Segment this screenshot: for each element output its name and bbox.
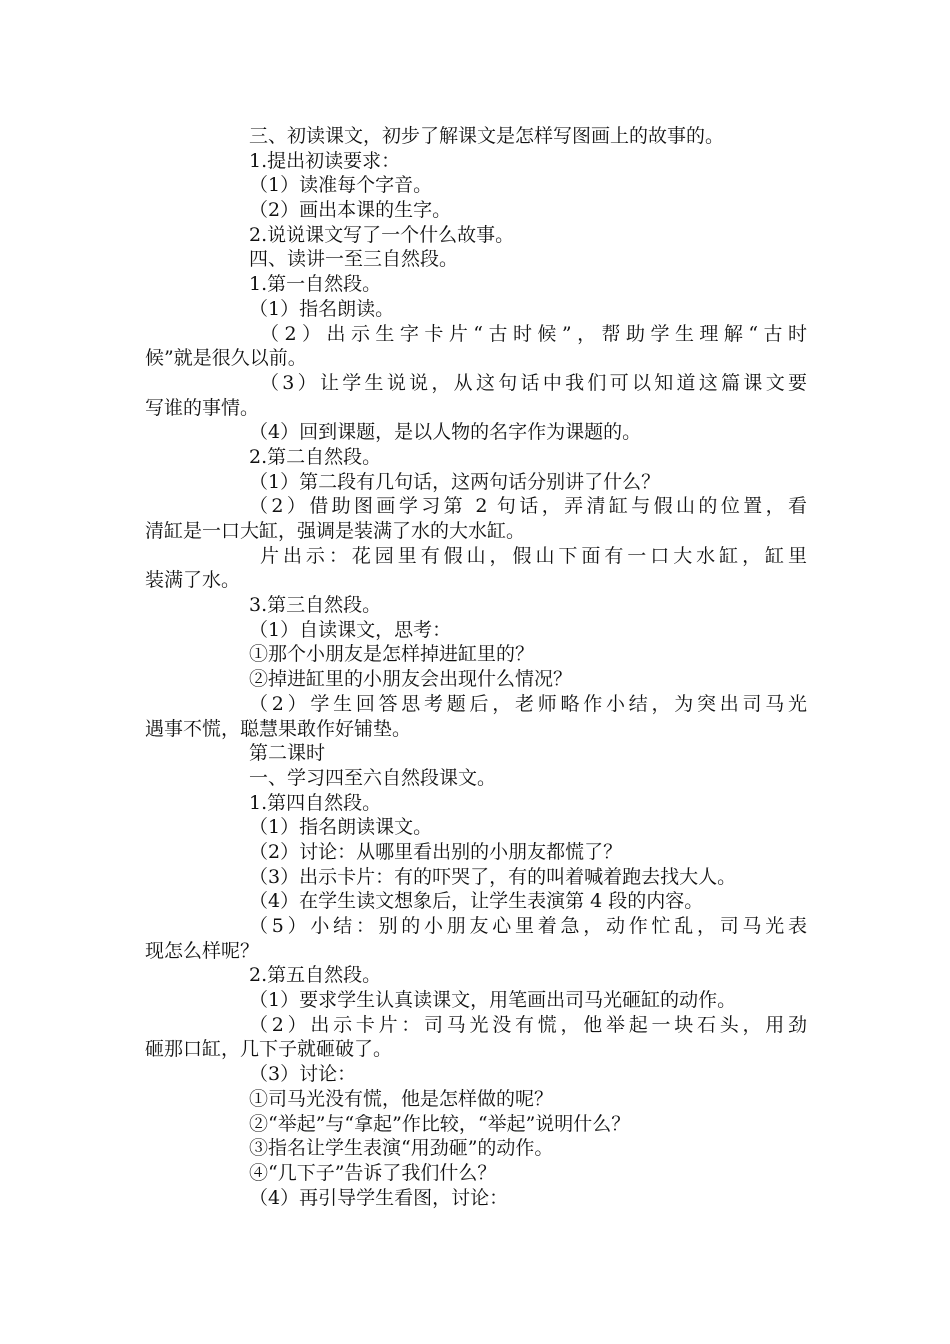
text-line: （1）指名朗读。 bbox=[249, 297, 395, 320]
text-line: 现怎么样呢？ bbox=[145, 939, 260, 962]
text-line: 清缸是一口大缸，强调是装满了水的大水缸。 bbox=[145, 520, 526, 542]
text-line: 片出示：花园里有假山，假山下面有一口大水缸，缸里 bbox=[260, 544, 807, 567]
text-line: ②“举起”与“拿起”作比较，“举起”说明什么？ bbox=[249, 1112, 631, 1135]
text-line: （4）在学生读文想象后，让学生表演第 4 段的内容。 bbox=[249, 890, 704, 913]
text-line: ②掉进缸里的小朋友会出现什么情况？ bbox=[249, 668, 573, 691]
text-line: （5）小结：别的小朋友心里着急，动作忙乱，司马光表 bbox=[249, 915, 807, 937]
text-line: ①司马光没有慌，他是怎样做的呢？ bbox=[249, 1087, 554, 1110]
text-line: 3.第三自然段。 bbox=[249, 594, 382, 617]
text-line: （1）要求学生认真读课文，用笔画出司马光砸缸的动作。 bbox=[249, 989, 737, 1012]
text-line: （1）第二段有几句话，这两句话分别讲了什么？ bbox=[249, 470, 661, 493]
text-line: 候”就是很久以前。 bbox=[145, 347, 307, 370]
text-line: 2.说说课文写了一个什么故事。 bbox=[249, 223, 515, 246]
text-line: （1）读准每个字音。 bbox=[249, 174, 433, 197]
text-line: （2）讨论：从哪里看出别的小朋友都慌了？ bbox=[249, 840, 623, 863]
text-line: 砸那口缸，几下子就砸破了。 bbox=[145, 1038, 393, 1061]
text-line: 1.第一自然段。 bbox=[249, 273, 382, 296]
document-body bbox=[145, 124, 807, 1210]
text-line: （4）回到课题，是以人物的名字作为课题的。 bbox=[249, 421, 642, 444]
text-line: ①那个小朋友是怎样掉进缸里的？ bbox=[249, 643, 535, 666]
text-line: （3）讨论： bbox=[249, 1063, 357, 1086]
text-line: 装满了水。 bbox=[145, 569, 241, 592]
text-line: （2）画出本课的生字。 bbox=[249, 199, 452, 222]
text-line: 2.第二自然段。 bbox=[249, 445, 382, 468]
text-line: （3）出示卡片：有的吓哭了，有的叫着喊着跑去找大人。 bbox=[249, 865, 737, 888]
text-line: 写谁的事情。 bbox=[145, 396, 260, 419]
text-line: 一、学习四至六自然段课文。 bbox=[249, 766, 497, 789]
text-line: （2）借助图画学习第 2 句话，弄清缸与假山的位置，看 bbox=[249, 495, 807, 518]
text-line: （1）指名朗读课文。 bbox=[249, 816, 433, 839]
text-line: ④“几下子”告诉了我们什么？ bbox=[249, 1161, 497, 1184]
text-line: 2.第五自然段。 bbox=[249, 964, 382, 987]
text-line: 1.第四自然段。 bbox=[249, 791, 382, 814]
text-line: （2）出示生字卡片“古时候”，帮助学生理解“古时 bbox=[260, 322, 807, 345]
text-line: （1）自读课文，思考： bbox=[249, 618, 452, 641]
text-line: （3）让学生说说，从这句话中我们可以知道这篇课文要 bbox=[260, 371, 807, 394]
text-line: 四、读讲一至三自然段。 bbox=[249, 248, 459, 271]
text-line: 1.提出初读要求： bbox=[249, 149, 401, 172]
text-line: 三、初读课文，初步了解课文是怎样写图画上的故事的。 bbox=[249, 125, 725, 147]
text-line: （2）学生回答思考题后，老师略作小结，为突出司马光 bbox=[249, 692, 807, 715]
text-line: （4）再引导学生看图，讨论： bbox=[249, 1186, 509, 1209]
text-line: 遇事不慌，聪慧果敢作好铺垫。 bbox=[145, 717, 412, 740]
text-line: （2）出示卡片：司马光没有慌，他举起一块石头，用劲 bbox=[249, 1013, 807, 1036]
text-line: 第二课时 bbox=[249, 742, 326, 765]
text-line: ③指名让学生表演“用劲砸”的动作。 bbox=[249, 1137, 554, 1160]
